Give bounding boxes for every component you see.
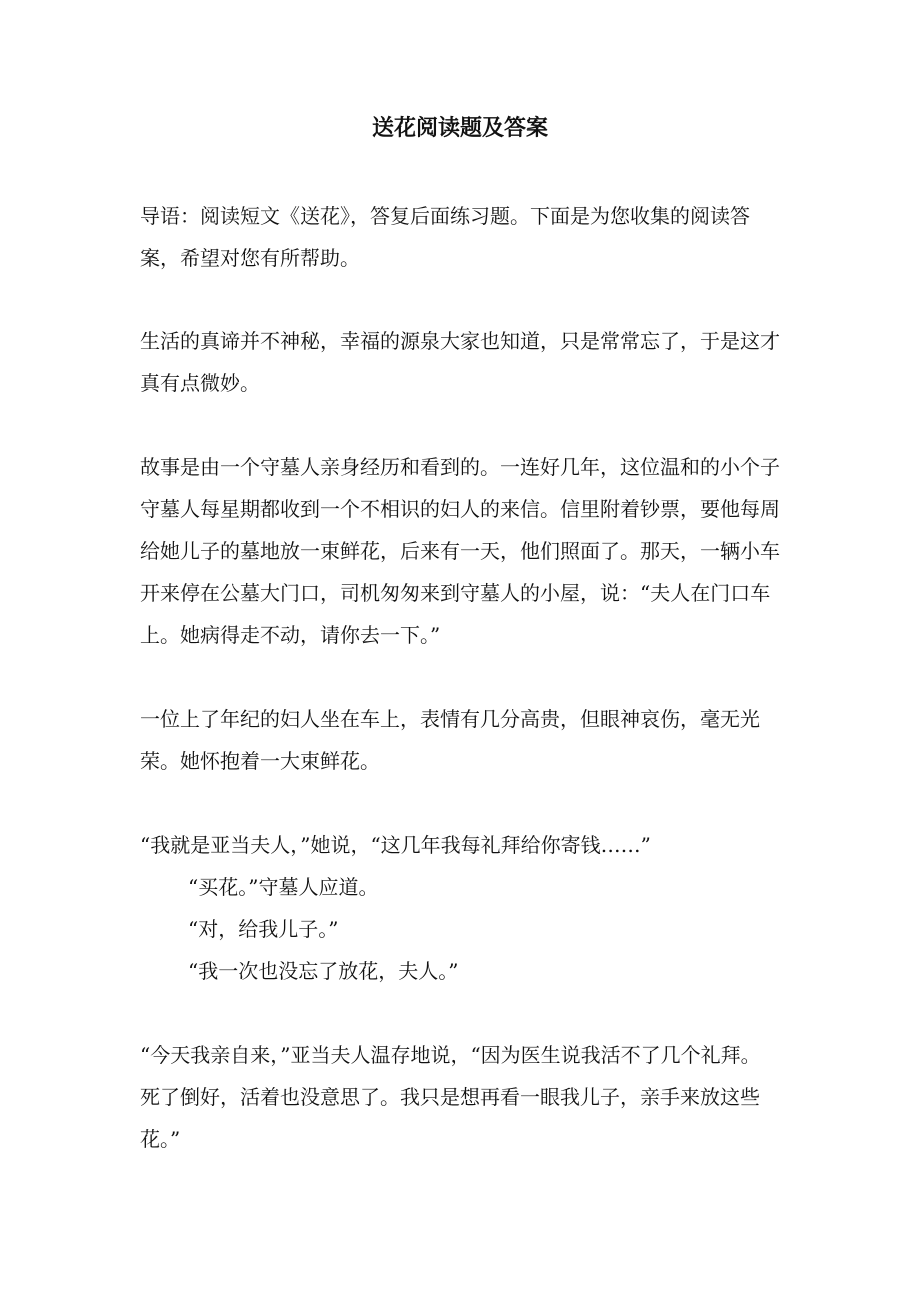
paragraph: “今天我亲自来，”亚当夫人温存地说，“因为医生说我活不了几个礼拜。死了倒好，活着也没意思了。我只是想再看一眼我儿子，亲手来放这些花。” bbox=[140, 1043, 761, 1151]
document-title: 送花阅读题及答案 bbox=[371, 115, 548, 141]
paragraph: 故事是由一个守墓人亲身经历和看到的。一连好几年，这位温和的小个子守墓人每星期都收到一个不相识的妇人的来信。信里附着钞票，要他每周给她儿子的墓地放一束鲜花，后来有一天，他们照面了。那天，一辆小车开来停在公墓大门口，司机匆匆来到守墓人的小屋，说：“夫人在门口车上。她病得走不动，请你去一下。” bbox=[140, 455, 780, 647]
paragraph: 生活的真谛并不神秘，幸福的源泉大家也知道，只是常常忘了，于是这才真有点微妙。 bbox=[140, 329, 780, 395]
dialogue-line: “买花。”守墓人应道。 bbox=[188, 875, 379, 899]
dialogue-line: “我一次也没忘了放花，夫人。” bbox=[188, 959, 459, 983]
paragraph: 一位上了年纪的妇人坐在车上，表情有几分高贵，但眼神哀伤，毫无光荣。她怀抱着一大束鲜花。 bbox=[140, 707, 760, 773]
paragraph-intro: 导语：阅读短文《送花》，答复后面练习题。下面是为您收集的阅读答案，希望对您有所帮助。 bbox=[140, 204, 750, 270]
dialogue-line: “对，给我儿子。” bbox=[188, 917, 339, 941]
dialogue-line: “我就是亚当夫人，”她说，“这几年我每礼拜给你寄钱……” bbox=[140, 833, 651, 857]
